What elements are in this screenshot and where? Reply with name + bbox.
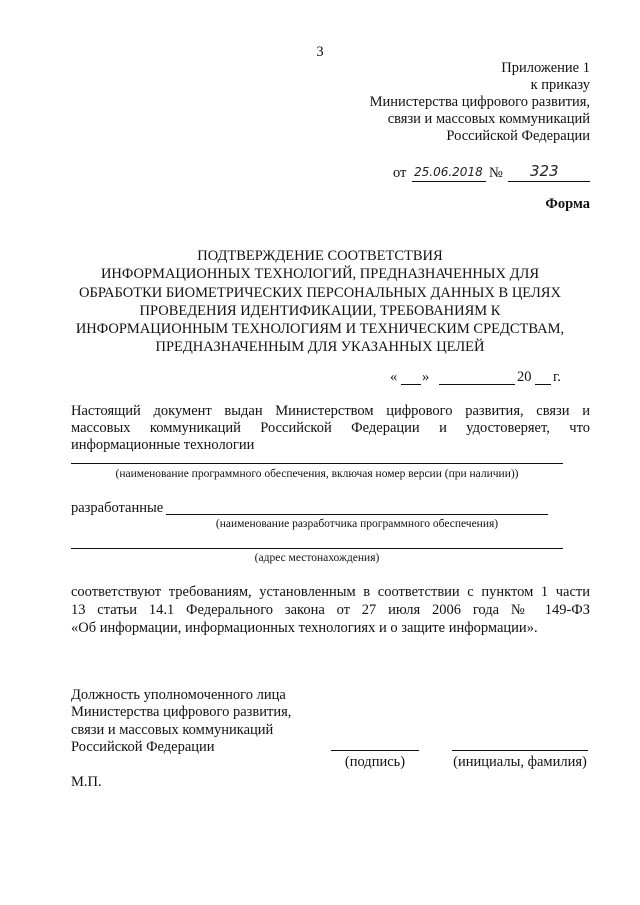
document-title <box>40 247 600 357</box>
title-line: ПОДТВЕРЖДЕНИЕ СООТВЕТСТВИЯ <box>197 248 443 264</box>
intro-line: информационные технологии <box>71 437 255 453</box>
official-line: Российской Федерации <box>71 738 215 755</box>
title-line: ОБРАБОТКИ БИОМЕТРИЧЕСКИХ ПЕРСОНАЛЬНЫХ ДАННЫХ В ЦЕЛЯХ <box>79 284 561 301</box>
initials-caption: (инициалы, фамилия) <box>453 754 587 770</box>
developer-caption: (наименование разработчика программного обеспечения) <box>215 518 499 530</box>
order-number-label: № <box>489 165 503 181</box>
page-number: 3 <box>316 44 324 60</box>
order-date: 25.06.2018 <box>414 165 483 179</box>
date-year-suffix: г. <box>553 369 561 385</box>
appendix-block <box>300 60 590 145</box>
order-from-label: от <box>393 165 407 181</box>
software-name-blank <box>71 463 563 464</box>
software-caption: (наименование программного обеспечения, включая номер версии (при наличии)) <box>115 468 519 480</box>
date-open-quote: « <box>390 369 398 385</box>
seal-label: М.П. <box>71 774 102 790</box>
order-date-underline <box>412 181 486 182</box>
title-line: ИНФОРМАЦИОННЫМ ТЕХНОЛОГИЯМ И ТЕХНИЧЕСКИМ СРЕДСТВАМ, <box>75 321 565 338</box>
signature-caption: (подпись) <box>344 754 406 770</box>
date-close-quote: » <box>422 369 430 385</box>
appendix-line: к приказу <box>530 77 590 93</box>
intro-paragraph <box>71 403 590 454</box>
appendix-line: Российской Федерации <box>446 128 590 144</box>
title-line: ИНФОРМАЦИОННЫХ ТЕХНОЛОГИЙ, ПРЕДНАЗНАЧЕННЫХ ДЛЯ <box>100 266 540 283</box>
appendix-line: Министерства цифрового развития, <box>369 94 590 110</box>
compliance-paragraph <box>71 583 590 637</box>
appendix-line: Приложение 1 <box>501 60 590 76</box>
date-day-blank <box>401 384 421 385</box>
intro-line: Настоящий документ выдан Министерством цифрового развития, связи и <box>71 403 590 419</box>
date-month-blank <box>439 384 515 385</box>
official-block <box>71 687 331 756</box>
official-line: Министерства цифрового развития, <box>71 704 292 721</box>
title-line: ПРЕДНАЗНАЧЕННЫМ ДЛЯ УКАЗАННЫХ ЦЕЛЕЙ <box>155 339 485 356</box>
developer-blank <box>166 514 548 515</box>
compliance-line: 13 статьи 14.1 Федерального закона от 27 июля 2006 года № 149-ФЗ <box>71 602 590 618</box>
initials-blank <box>452 750 588 751</box>
official-line: Должность уполномоченного лица <box>71 687 286 703</box>
order-number: 323 <box>530 162 559 180</box>
form-label: Форма <box>545 196 590 212</box>
signature-blank <box>331 750 419 751</box>
compliance-line: «Об информации, информационных технологиях и о защите информации». <box>71 620 538 636</box>
date-year-prefix: 20 <box>517 369 532 385</box>
appendix-line: связи и массовых коммуникаций <box>387 111 590 127</box>
developed-label: разработанные <box>71 500 164 516</box>
date-year-blank <box>535 384 551 385</box>
intro-line: массовых коммуникаций Российской Федерации и удостоверяет, что <box>71 420 590 436</box>
order-number-underline <box>508 181 590 182</box>
address-caption: (адрес местонахождения) <box>254 552 380 564</box>
title-line: ПРОВЕДЕНИЯ ИДЕНТИФИКАЦИИ, ТРЕБОВАНИЯМ К <box>139 302 501 319</box>
address-blank <box>71 548 563 549</box>
compliance-line: соответствуют требованиям, установленным в соответствии с пунктом 1 части <box>71 584 590 600</box>
official-line: связи и массовых коммуникаций <box>71 721 274 738</box>
